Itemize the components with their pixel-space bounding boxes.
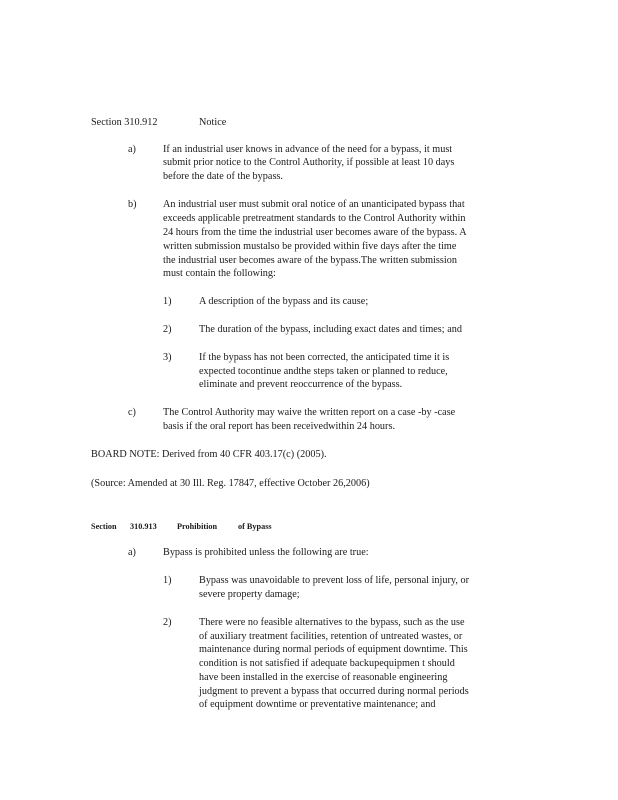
item-913a-text: Bypass is prohibited unless the following are true: xyxy=(163,547,369,558)
item-b2-label: 2) xyxy=(163,324,172,335)
item-913a2-line: judgment to prevent a bypass that occurred during normal periods xyxy=(199,686,469,697)
item-913a2-line: condition is not satisfied if adequate backupequipmen t should xyxy=(199,658,455,669)
item-a-line: submit prior notice to the Control Authority, if possible at least 10 days xyxy=(163,157,455,168)
item-c-line: The Control Authority may waive the written report on a case -by -case xyxy=(163,407,456,418)
item-b-line: An industrial user must submit oral notice of an unanticipated bypass that xyxy=(163,199,465,210)
item-913a2-line: of equipment downtime or preventative maintenance; and xyxy=(199,699,436,710)
item-b-line: must contain the following: xyxy=(163,268,276,279)
item-913a1-line: Bypass was unavoidable to prevent loss of life, personal injury, or xyxy=(199,575,470,586)
item-b-label: b) xyxy=(128,199,137,210)
item-b2-line: The duration of the bypass, including exact dates and times; and xyxy=(199,324,462,335)
item-b3-label: 3) xyxy=(163,352,172,363)
item-c-label: c) xyxy=(128,407,136,418)
item-913a2-line: have been installed in the exercise of reasonable engineering xyxy=(199,672,448,683)
item-913a2-label: 2) xyxy=(163,617,172,628)
section-913-title: Prohibition xyxy=(177,522,218,531)
item-b-line: the industrial user becomes aware of the bypass.The written submission xyxy=(163,255,457,266)
item-913a1-line: severe property damage; xyxy=(199,589,300,600)
item-b-line: written submission mustalso be provided within five days after the time xyxy=(163,241,457,252)
section-913-title-cont: of Bypass xyxy=(238,522,272,531)
item-b3-line: eliminate and prevent reoccurrence of the bypass. xyxy=(199,379,403,390)
item-a-label: a) xyxy=(128,144,136,155)
item-b3-line: expected tocontinue andthe steps taken or planned to reduce, xyxy=(199,366,448,377)
item-913a1-label: 1) xyxy=(163,575,172,586)
section-913-number: 310.913 xyxy=(130,522,157,531)
item-b1-label: 1) xyxy=(163,296,172,307)
item-b-line: 24 hours from the time the industrial user becomes aware of the bypass. A xyxy=(163,227,467,238)
item-913a2-line: of auxiliary treatment facilities, retention of untreated wastes, or xyxy=(199,631,463,642)
item-913a2-line: maintenance during normal periods of equipment downtime. This xyxy=(199,644,468,655)
item-c-line: basis if the oral report has been receivedwithin 24 hours. xyxy=(163,421,396,432)
item-a-line: before the date of the bypass. xyxy=(163,171,283,182)
item-b1-line: A description of the bypass and its cause; xyxy=(199,296,369,307)
section-912-number: Section 310.912 xyxy=(91,117,158,128)
source-note: (Source: Amended at 30 Ill. Reg. 17847, effective October 26,2006) xyxy=(91,478,370,489)
section-913-label: Section xyxy=(91,522,117,531)
board-note: BOARD NOTE: Derived from 40 CFR 403.17(c) (2005). xyxy=(91,449,327,460)
item-913a2-line: There were no feasible alternatives to the bypass, such as the use xyxy=(199,617,465,628)
section-912-title: Notice xyxy=(199,117,227,128)
item-a-line: If an industrial user knows in advance of the need for a bypass, it must xyxy=(163,144,453,155)
item-b3-line: If the bypass has not been corrected, the anticipated time it is xyxy=(199,352,450,363)
item-b-line: exceeds applicable pretreatment standards to the Control Authority within xyxy=(163,213,466,224)
item-913a-label: a) xyxy=(128,547,136,558)
